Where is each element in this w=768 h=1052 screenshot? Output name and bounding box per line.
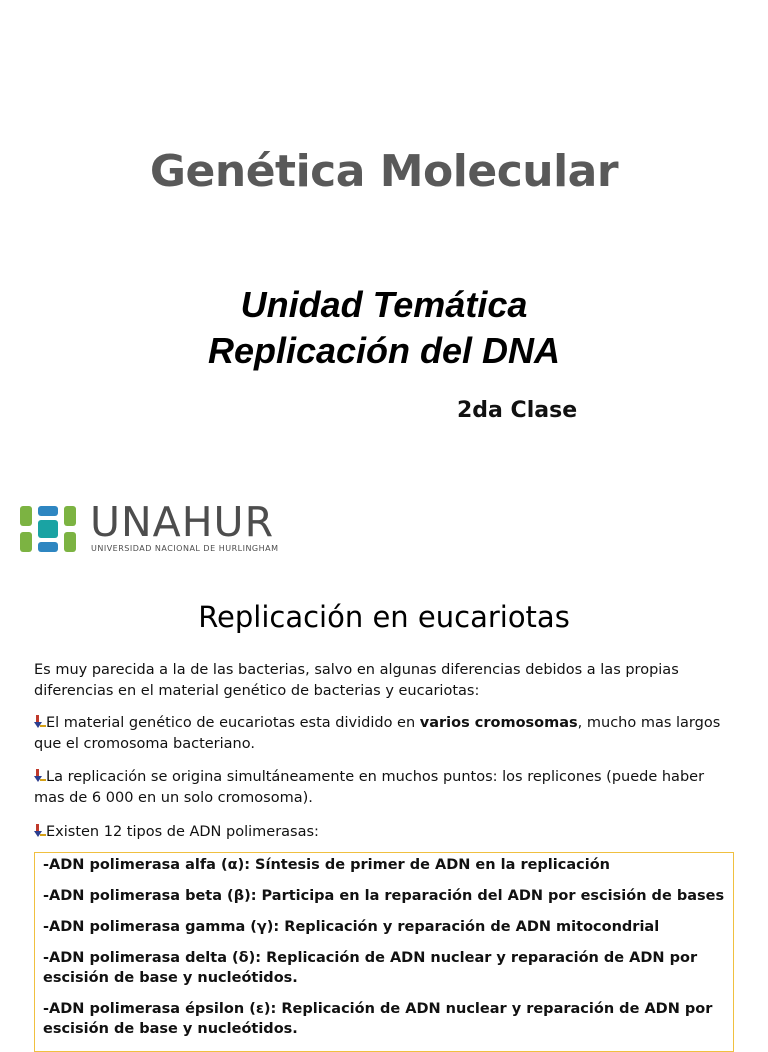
slide-title: Replicación en eucariotas: [198, 600, 570, 634]
bullet-text: El material genético de eucariotas esta dividido en: [46, 715, 420, 731]
course-title: Genética Molecular: [149, 146, 619, 197]
arrow-bullet-icon: [34, 769, 46, 783]
arrow-bullet-icon: [34, 715, 46, 729]
bullet-text: , mucho mas largos que el cromosoma bacteriano.: [34, 715, 721, 752]
bullet-text: Existen 12 tipos de ADN polimerasas:: [46, 824, 319, 840]
unit-label: Unidad Temática: [240, 284, 528, 325]
polymerase-item: -ADN polimerasa beta (β): Participa en la reparación del ADN por escisión de bases: [43, 888, 725, 904]
unit-heading: [0, 282, 768, 374]
bullet-item: [34, 822, 734, 843]
unahur-logo-mark-icon: [20, 506, 76, 554]
bullet-emphasis: varios cromosomas: [419, 715, 578, 731]
polymerase-item: -ADN polimerasa épsilon (ε): Replicación de ADN nuclear y reparación de ADN por escisión de base y nucleótidos.: [43, 1001, 713, 1037]
polymerase-item: -ADN polimerasa gamma (γ): Replicación y reparación de ADN mitocondrial: [43, 919, 660, 935]
unahur-logo: [20, 498, 300, 558]
bullet-text: La replicación se origina simultáneamente en muchos puntos: los replicones (puede haber mas de 6 000 en un solo cromosoma).: [34, 769, 705, 806]
polymerase-item: -ADN polimerasa delta (δ): Replicación de ADN nuclear y reparación de ADN por escisión de base y nucleótidos.: [43, 950, 698, 986]
class-number: 2da Clase: [457, 398, 578, 423]
polymerase-list-box: [34, 852, 734, 1052]
bullet-item: [34, 767, 734, 809]
polymerase-item: -ADN polimerasa alfa (α): Síntesis de primer de ADN en la replicación: [43, 857, 610, 873]
arrow-bullet-icon: [34, 824, 46, 838]
bullet-item: [34, 713, 734, 755]
intro-paragraph: Es muy parecida a la de las bacterias, salvo en algunas diferencias debidos a las propias diferencias en el material genético de bacterias y eucariotas:: [34, 662, 679, 699]
unahur-wordmark: UNAHUR: [90, 498, 275, 546]
unahur-tagline: UNIVERSIDAD NACIONAL DE HURLINGHAM: [91, 544, 279, 553]
content-slide: [0, 580, 768, 1037]
unit-topic: Replicación del DNA: [207, 330, 561, 371]
